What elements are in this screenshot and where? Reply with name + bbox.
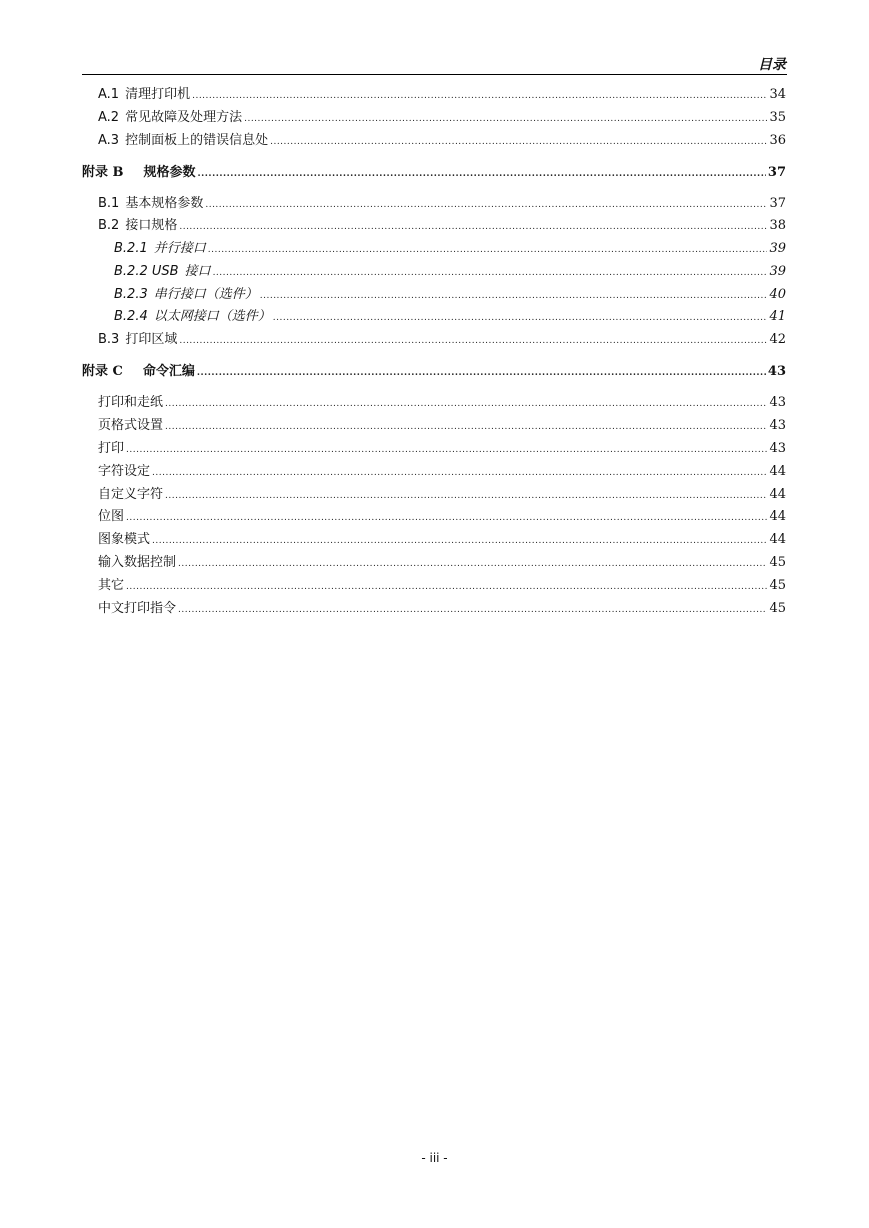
toc-entry-title: 页格式设置 [98,418,164,433]
dot-leader [192,85,767,107]
toc-entry-page: 35 [769,110,786,125]
toc-entry-label [98,575,124,597]
toc-entry[interactable] [82,598,786,620]
toc-entry-page: 44 [769,509,786,524]
toc-entry-page: 45 [769,555,786,570]
toc-entry[interactable] [82,392,786,414]
toc-entry-title: 以太网接口（选件） [153,309,271,324]
toc-section-entry[interactable] [82,162,786,184]
dot-leader [152,462,767,484]
toc-entry-title: 中文打印指令 [98,601,177,616]
dot-leader [179,330,767,352]
toc-entry-page: 38 [769,218,786,233]
toc-entry-title: 自定义字符 [98,487,164,502]
toc-entry-title: 其它 [98,578,125,593]
toc-entry-page: 44 [769,532,786,547]
dot-leader [178,599,767,621]
toc-entry-label [98,329,177,351]
toc-entry-label [98,415,163,437]
toc-entry-title: 接口 [184,264,211,279]
toc-entry-label [98,130,268,152]
toc-entry[interactable] [82,261,786,283]
toc-entry-page: 39 [769,264,786,279]
toc-entry-page: 36 [769,133,786,148]
toc-entry-number: B.1 [98,196,120,211]
toc-entry-title: 串行接口（选件） [153,287,258,302]
toc-entry-number: B.2.1 [114,241,148,256]
toc-entry-label [82,162,196,184]
toc-entry[interactable] [82,130,786,152]
toc-entry-page: 34 [769,87,786,102]
toc-entry-label [98,529,150,551]
toc-entry[interactable] [82,552,786,574]
toc-entry-page: 43 [769,395,786,410]
dot-leader [178,553,767,575]
toc-entry-number: B.2 [98,218,120,233]
running-header-title: 目录 [758,57,786,73]
toc-entry-page: 44 [769,464,786,479]
toc-entry-title: 常见故障及处理方法 [125,110,243,125]
toc-entry-page: 42 [769,332,786,347]
toc-entry-title: 控制面板上的错误信息处 [125,133,269,148]
toc-entry-number: A.3 [98,133,120,148]
toc-entry-label [98,484,163,506]
toc-entry-label [82,361,195,383]
dot-leader [165,416,767,438]
toc-entry-page: 40 [769,287,786,302]
toc-entry-page: 37 [767,165,786,180]
toc-entry-page: 44 [769,487,786,502]
dot-leader [126,439,767,461]
dot-leader [126,576,767,598]
toc-entry-number: 附录 C [82,364,123,379]
header-rule [82,74,787,75]
toc-entry[interactable] [82,415,786,437]
toc-entry-title: 图象模式 [98,532,151,547]
toc-entry-page: 41 [769,309,786,324]
toc-entry-title: 命令汇编 [142,364,195,379]
toc-entry-title: 字符设定 [98,464,151,479]
dot-leader [244,108,767,130]
toc-entry[interactable] [82,215,786,237]
dot-leader [197,362,766,384]
toc-entry[interactable] [82,484,786,506]
toc-entry-number: 附录 B [82,165,124,180]
toc-entry-number: B.3 [98,332,120,347]
toc-entry-label [98,392,163,414]
toc-entry-label [114,306,271,328]
toc-entry-number: B.2.2 USB [114,264,179,279]
toc-entry[interactable] [82,438,786,460]
dot-leader [270,131,767,153]
toc-entry-label [98,107,242,129]
dot-leader [208,239,768,261]
toc-entry[interactable] [82,193,786,215]
dot-leader [165,485,767,507]
toc-entry-label [114,261,211,283]
toc-entry-label [98,215,177,237]
toc-entry-page: 43 [767,364,786,379]
dot-leader [198,163,766,185]
toc-entry-label [98,598,176,620]
toc-entry-number: B.2.3 [114,287,148,302]
toc-entry-number: A.1 [98,87,120,102]
toc-entry-title: 规格参数 [143,165,196,180]
toc-entry[interactable] [82,506,786,528]
toc-entry-label [114,284,258,306]
toc-entry-page: 45 [769,578,786,593]
toc-entry-title: 接口规格 [125,218,178,233]
dot-leader [152,530,767,552]
toc-entry-title: 位图 [98,509,125,524]
toc-entry-number: B.2.4 [114,309,148,324]
toc-entry[interactable] [82,306,786,328]
toc-entry[interactable] [82,461,786,483]
toc-entry[interactable] [82,575,786,597]
dot-leader [126,507,767,529]
toc-entry-title: 打印 [98,441,125,456]
toc-entry[interactable] [82,107,786,129]
dot-leader [273,307,768,329]
toc-entry-page: 37 [769,196,786,211]
toc-entry-label [98,506,124,528]
toc-section-entry[interactable] [82,361,786,383]
toc-entry-title: 打印和走纸 [98,395,164,410]
toc-entry-label [98,84,190,106]
page-number: - iii - [421,1151,448,1165]
toc-entry-page: 43 [769,441,786,456]
dot-leader [260,285,768,307]
toc-entry-label [98,193,203,215]
toc-entry-title: 打印区域 [125,332,178,347]
toc-entry-title: 输入数据控制 [98,555,177,570]
toc-entry-page: 43 [769,418,786,433]
toc-entry-title: 并行接口 [153,241,206,256]
dot-leader [165,393,767,415]
toc-entry[interactable] [82,84,786,106]
toc-entry-page: 45 [769,601,786,616]
toc-entry[interactable] [82,529,786,551]
dot-leader [213,262,768,284]
toc-entry[interactable] [82,238,786,260]
toc-entry[interactable] [82,284,786,306]
dot-leader [179,216,767,238]
toc-entry-label [98,552,176,574]
toc-entry-title: 清理打印机 [125,87,191,102]
toc-entry-label [114,238,206,260]
toc-entry-number: A.2 [98,110,120,125]
dot-leader [205,194,767,216]
toc-entry[interactable] [82,329,786,351]
toc-entry-title: 基本规格参数 [125,196,204,211]
toc-entry-label [98,461,150,483]
toc-entry-page: 39 [769,241,786,256]
toc-entry-label [98,438,124,460]
